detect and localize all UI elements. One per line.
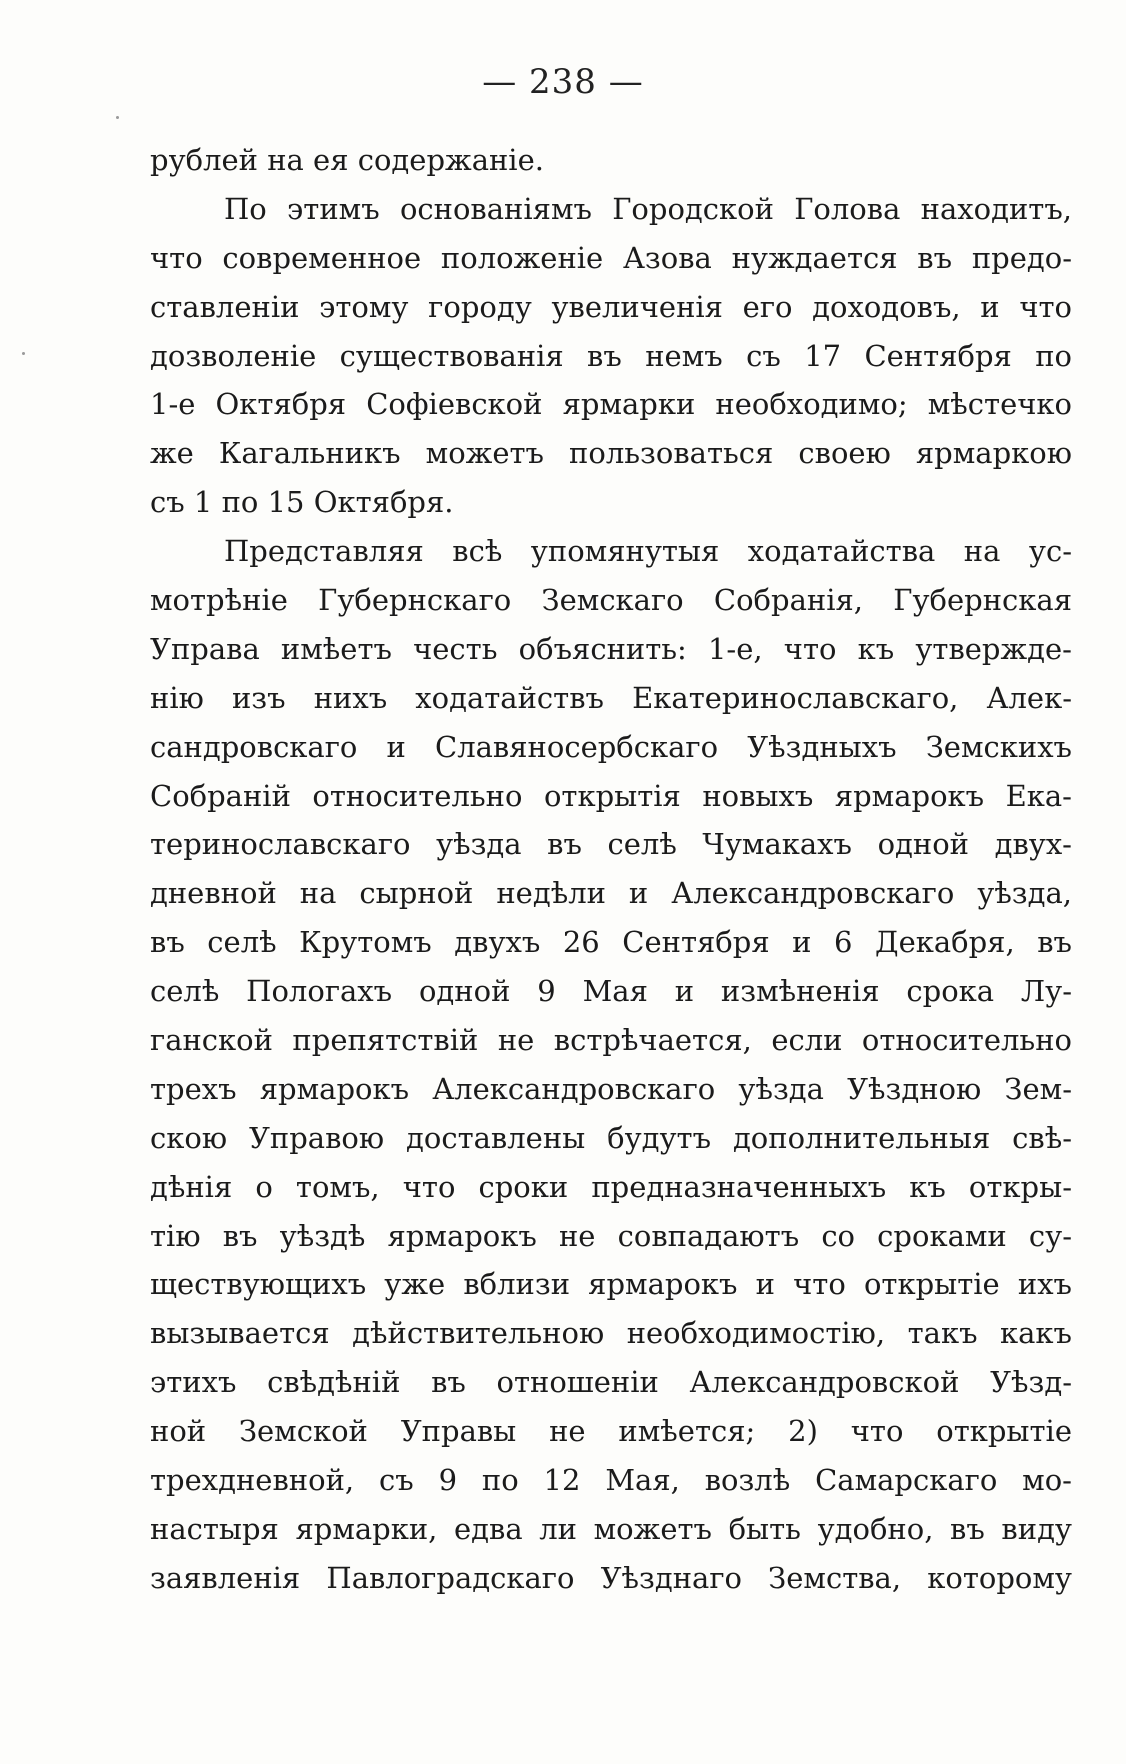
text-line: Управа имѣетъ честь объяснить: 1-е, что къ утвержде-: [150, 631, 1072, 666]
text-line: ной Земской Управы не имѣется; 2) что открытіе: [150, 1414, 1072, 1449]
text-line: нію изъ нихъ ходатайствъ Екатеринославскаго, Алек-: [150, 680, 1072, 715]
text-line: Собраній относительно открытія новыхъ ярмарокъ Ека-: [150, 778, 1072, 813]
text-line: скою Управою доставлены будутъ дополнительныя свѣ-: [150, 1120, 1072, 1155]
body-text: [150, 136, 1072, 1603]
text-line: этихъ свѣдѣній въ отношеніи Александровской Уѣзд-: [150, 1365, 1072, 1400]
text-line: селѣ Пологахъ одной 9 Мая и измѣненія срока Лу-: [150, 974, 1072, 1009]
text-line: По этимъ основаніямъ Городской Голова находитъ,: [224, 191, 1072, 226]
text-line: трехдневной, съ 9 по 12 Мая, возлѣ Самарскаго мо-: [150, 1463, 1072, 1498]
text-line: трехъ ярмарокъ Александровскаго уѣзда Уѣздною Зем-: [150, 1071, 1072, 1106]
text-line: настыря ярмарки, едва ли можетъ быть удобно, въ виду: [150, 1511, 1072, 1546]
text-line: въ селѣ Крутомъ двухъ 26 Сентября и 6 Декабря, въ: [150, 925, 1072, 960]
text-line: рублей на ея содержаніе.: [150, 143, 544, 177]
text-line: Представляя всѣ упомянутыя ходатайства на ус-: [224, 534, 1072, 569]
text-line: заявленія Павлоградскаго Уѣзднаго Земства, которому: [150, 1560, 1072, 1595]
text-line: что современное положеніе Азова нуждается въ предо-: [150, 240, 1072, 275]
text-line: же Кагальникъ можетъ пользоваться своею ярмаркою: [150, 436, 1072, 471]
text-line: ставленіи этому городу увеличенія его доходовъ, и что: [150, 289, 1072, 324]
text-line: ганской препятствій не встрѣчается, если относительно: [150, 1023, 1072, 1058]
text-line: дозволеніе существованія въ немъ съ 17 Сентября по: [150, 338, 1072, 373]
paper-speck: [116, 116, 119, 119]
text-line: сандровскаго и Славяносербскаго Уѣздныхъ Земскихъ: [150, 729, 1072, 764]
text-line: тію въ уѣздѣ ярмарокъ не совпадаютъ со сроками су-: [150, 1218, 1072, 1253]
text-line: ществующихъ уже вблизи ярмарокъ и что открытіе ихъ: [150, 1267, 1072, 1302]
text-line: теринославскаго уѣзда въ селѣ Чумакахъ одной двух-: [150, 827, 1072, 862]
text-line: съ 1 по 15 Октября.: [150, 485, 454, 520]
text-line: вызывается дѣйствительною необходимостію, такъ какъ: [150, 1316, 1072, 1351]
text-line: дѣнія о томъ, что сроки предназначенныхъ къ откры-: [150, 1169, 1072, 1204]
text-line: 1-е Октября Софіевской ярмарки необходимо; мѣстечко: [150, 387, 1072, 422]
text-line: дневной на сырной недѣли и Александровскаго уѣзда,: [150, 876, 1072, 911]
paper-speck: [22, 352, 25, 355]
text-line: мотрѣніе Губернскаго Земскаго Собранія, Губернская: [150, 583, 1072, 618]
page-number: — 238 —: [482, 62, 644, 102]
